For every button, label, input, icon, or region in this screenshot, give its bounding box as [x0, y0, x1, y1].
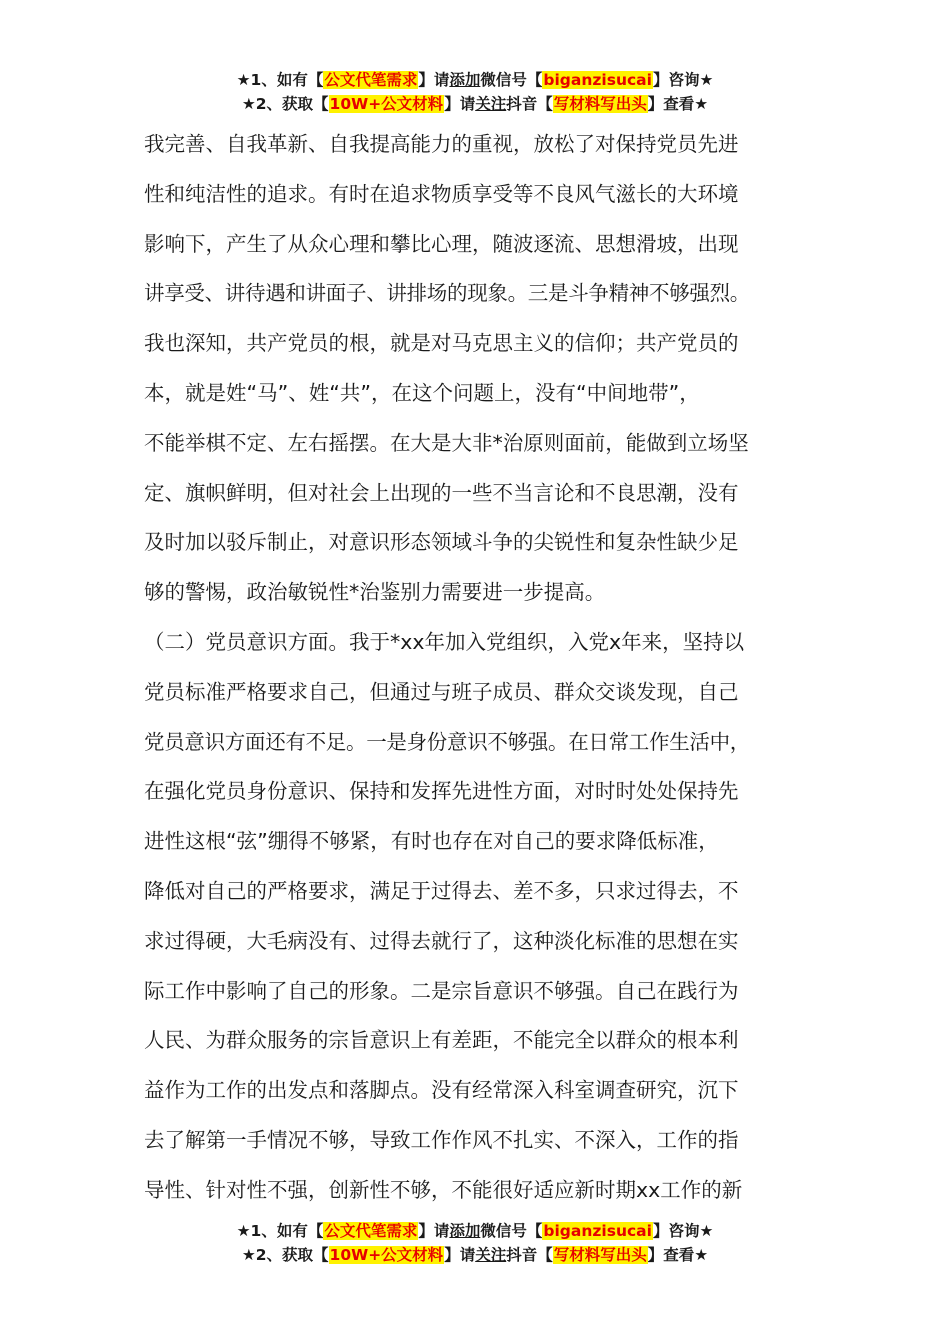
banner-highlight: 10W+公文材料 — [329, 1246, 444, 1264]
banner-text: 】咨询★ — [652, 71, 714, 89]
banner-text: ★1、如有【 — [236, 1222, 324, 1240]
body-line: 去了解第一手情况不够，导致工作作风不扎实、不深入，工作的指 — [144, 1127, 739, 1152]
banner-highlight: biganzisucai — [543, 1222, 652, 1240]
banner-text: 】请 — [444, 95, 476, 113]
body-line: 党员标准严格要求自己，但通过与班子成员、群众交谈发现，自己 — [144, 679, 739, 704]
banner-text: ★1、如有【 — [236, 71, 324, 89]
body-line: 求过得硬，大毛病没有、过得去就行了，这种淡化标准的思想在实 — [144, 928, 739, 953]
body-line: 够的警惕，政治敏锐性*治鉴别力需要进一步提高。 — [144, 580, 606, 605]
banner-underlined: 添加 — [449, 1222, 481, 1240]
body-line: 不能举棋不定、左右摇摆。在大是大非*治原则面前，能做到立场坚 — [144, 430, 749, 455]
body-line: （二）党员意识方面。我于*xx年加入党组织，入党x年来，坚持以 — [144, 629, 745, 654]
banner-highlight: 写材料写出头 — [553, 95, 647, 113]
banner-text: 】请 — [418, 71, 450, 89]
banner-highlight: 10W+公文材料 — [329, 95, 444, 113]
body-line: 际工作中影响了自己的形象。二是宗旨意识不够强。自己在践行为 — [144, 978, 739, 1003]
banner-line-2 — [0, 92, 950, 116]
body-line: 及时加以驳斥制止，对意识形态领域斗争的尖锐性和复杂性缺少足 — [144, 530, 739, 555]
body-line: 讲享受、讲待遇和讲面子、讲排场的现象。三是斗争精神不够强烈。 — [144, 281, 750, 306]
banner-text: 抖音【 — [506, 1246, 553, 1264]
banner-line-2 — [0, 1243, 950, 1267]
banner-text: 微信号【 — [480, 1222, 543, 1240]
banner-text: 微信号【 — [480, 71, 543, 89]
banner-highlight: 写材料写出头 — [553, 1246, 647, 1264]
banner-line-1 — [0, 68, 950, 92]
body-line: 降低对自己的严格要求，满足于过得去、差不多，只求过得去，不 — [144, 878, 739, 903]
banner-text: 】咨询★ — [652, 1222, 714, 1240]
body-line: 人民、为群众服务的宗旨意识上有差距，不能完全以群众的根本利 — [144, 1028, 739, 1053]
body-line: 党员意识方面还有不足。一是身份意识不够强。在日常工作生活中， — [144, 729, 750, 754]
body-line: 影响下，产生了从众心理和攀比心理，随波逐流、思想滑坡，出现 — [144, 231, 739, 256]
body-line: 在强化党员身份意识、保持和发挥先进性方面，对时时处处保持先 — [144, 779, 739, 804]
banner-text: 抖音【 — [506, 95, 553, 113]
banner-highlight: biganzisucai — [543, 71, 652, 89]
banner-highlight: 公文代笔需求 — [324, 71, 418, 89]
banner-underlined: 添加 — [449, 71, 481, 89]
banner-underlined: 关注 — [475, 95, 507, 113]
body-line: 定、旗帜鲜明，但对社会上出现的一些不当言论和不良思潮，没有 — [144, 480, 739, 505]
body-line: 导性、针对性不强，创新性不够，不能很好适应新时期xx工作的新 — [144, 1177, 743, 1202]
header-banner — [0, 68, 950, 116]
body-line: 我也深知，共产党员的根，就是对马克思主义的信仰；共产党员的 — [144, 331, 739, 356]
banner-text: 】请 — [418, 1222, 450, 1240]
document-body — [144, 120, 824, 1216]
banner-text: ★2、获取【 — [241, 1246, 329, 1264]
banner-text: 】请 — [444, 1246, 476, 1264]
body-line: 性和纯洁性的追求。有时在追求物质享受等不良风气滋长的大环境 — [144, 181, 739, 206]
banner-text: 】查看★ — [647, 1246, 709, 1264]
footer-banner — [0, 1219, 950, 1267]
body-line: 进性这根“弦”绷得不够紧，有时也存在对自己的要求降低标准， — [144, 829, 719, 854]
banner-highlight: 公文代笔需求 — [324, 1222, 418, 1240]
banner-text: ★2、获取【 — [241, 95, 329, 113]
banner-text: 】查看★ — [647, 95, 709, 113]
body-line: 我完善、自我革新、自我提高能力的重视，放松了对保持党员先进 — [144, 132, 739, 156]
banner-line-1 — [0, 1219, 950, 1243]
body-line: 本，就是姓“马”、姓“共”，在这个问题上，没有“中间地带”， — [144, 380, 700, 405]
body-line: 益作为工作的出发点和落脚点。没有经常深入科室调查研究，沉下 — [144, 1078, 739, 1103]
banner-underlined: 关注 — [475, 1246, 507, 1264]
